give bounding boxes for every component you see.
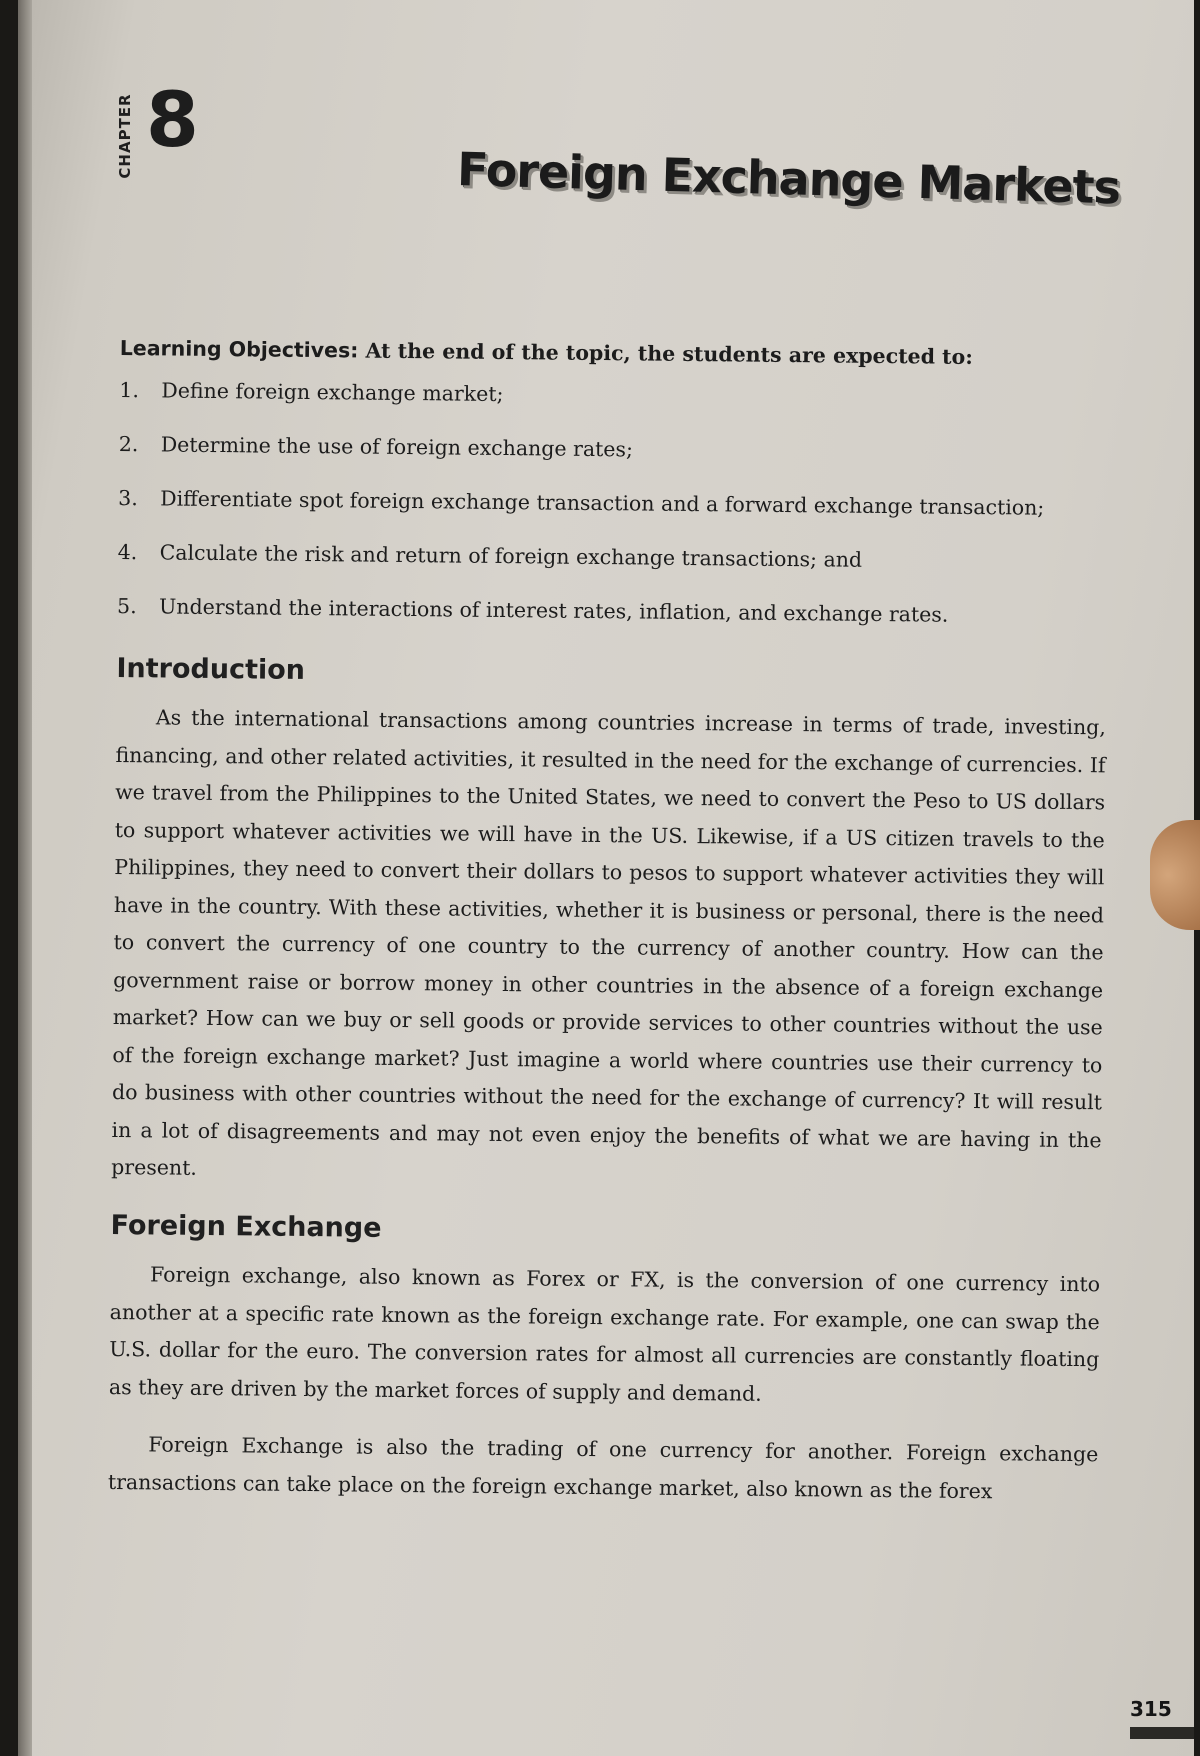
footer-bar — [1130, 1727, 1194, 1739]
book-page — [18, 0, 1194, 1756]
learning-objectives-list — [117, 369, 1110, 649]
objective-number: 3. — [118, 485, 138, 510]
chapter-title: Foreign Exchange Markets — [456, 142, 1121, 215]
introduction-heading: Introduction — [116, 652, 306, 686]
learning-objectives-intro: At the end of the topic, the students are expected to: — [365, 338, 973, 369]
chapter-label — [110, 93, 140, 179]
objective-text: Understand the interactions of interest rates, inflation, and exchange rates. — [158, 593, 949, 627]
book-spine — [18, 0, 32, 1756]
objective-text: Determine the use of foreign exchange rates; — [160, 431, 634, 461]
foreign-exchange-paragraph: Foreign exchange, also known as Forex or FX, is the conversion of one currency into another at a specific rate known as the foreign exchange rate. For example, one can swap the U.S. dollar for the euro. The conversion rates for almost all currencies are constantly floating as they are driven by the market forces of supply and demand. — [108, 1262, 1101, 1406]
page-content — [108, 330, 1110, 1531]
objective-number: 1. — [119, 377, 140, 402]
chapter-number: 8 — [146, 75, 199, 164]
objective-text: Calculate the risk and return of foreign exchange transactions; and — [159, 539, 863, 572]
objective-number: 5. — [116, 593, 137, 618]
learning-objectives-label: Learning Objectives: — [119, 335, 359, 363]
objective-item — [117, 585, 1108, 649]
chapter-label-text: CHAPTER — [116, 93, 134, 179]
objective-number: 4. — [117, 539, 138, 564]
introduction-paragraph: As the international transactions among countries increase in terms of trade, investing, financing, and other related activities, it resulted in the need for the exchange of currencies. If we travel from the Philippines to the United States, we need to convert the Peso to US dollars to support whatever activities we will have in the US. Likewise, if a US citizen travels to the Philippines, they need to convert their dollars to pesos to support whatever activities they will have in the country. With these activities, whether it is business or personal, there is the need to convert the currency of one country to the currency of another country. How can the government raise or borrow money in other countries in the absence of a foreign exchange market? How can we buy or sell goods or provide services to other countries without the use of the foreign exchange market? Just imagine a world where countries use their currency to do business with other countries without the need for the exchange of currency? It will result in a lot of disagreements and may not even enjoy the benefits of what we are having in the present. — [111, 705, 1107, 1180]
objective-text: Differentiate spot foreign exchange transaction and a forward exchange transaction; — [160, 485, 1045, 520]
objective-text: Define foreign exchange market; — [161, 377, 504, 406]
foreign-exchange-heading: Foreign Exchange — [110, 1209, 382, 1244]
foreign-exchange-paragraph: Foreign Exchange is also the trading of one currency for another. Foreign exchange transactions can take place on the foreign exchange market, also known as the forex — [107, 1432, 1099, 1503]
page-number: 315 — [1130, 1697, 1172, 1721]
objective-number: 2. — [118, 431, 139, 456]
finger-image — [1150, 820, 1200, 930]
